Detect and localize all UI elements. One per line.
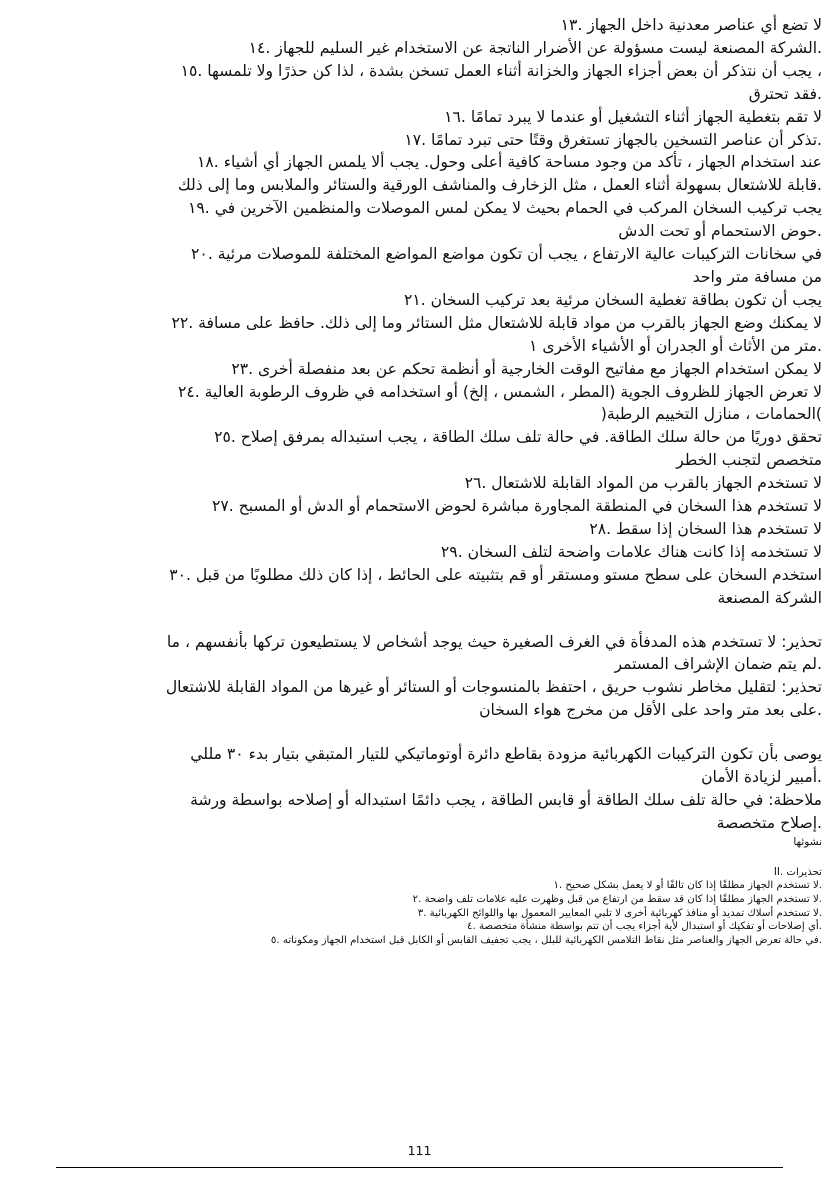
caution-line: .لا تستخدم الجهاز مطلقًا إذا كان قد سقط من ارتفاع من قبل وظهرت عليه علامات تلف واضحة .٢ bbox=[412, 894, 822, 905]
recommendation-line: يوصى بأن تكون التركيبات الكهربائية مزودة بقاطع دائرة أوتوماتيكي للتيار المتبقي بتيار بدء ٣٠ مللي bbox=[190, 745, 822, 764]
warning-line: .لم يتم ضمان الإشراف المستمر bbox=[614, 655, 822, 674]
item-line: .فقد تحترق bbox=[748, 84, 822, 103]
item-line: لا تستخدم هذا السخان في المنطقة المجاورة مباشرة لحوض الاستحمام أو الدش أو المسبح .٢٧ bbox=[212, 497, 822, 516]
item-line: .تذكر أن عناصر التسخين بالجهاز تستغرق وقتًا حتى تبرد تمامًا .١٧ bbox=[404, 130, 822, 149]
item-line: لا تستخدمه إذا كانت هناك علامات واضحة لتلف السخان .٢٩ bbox=[440, 542, 822, 561]
item-line: تحقق دوريًا من حالة سلك الطاقة. في حالة تلف سلك الطاقة ، يجب استبداله بمرفق إصلاح .٢٥ bbox=[214, 428, 822, 447]
footer-rule bbox=[56, 1167, 783, 1168]
caution-line: .لا تستخدم أسلاك تمديد أو منافذ كهربائية أخرى لا تلبي المعايير المعمول بها واللوائح الكهربائية .٣ bbox=[417, 907, 822, 919]
warning-line: تحذير: لتقليل مخاطر نشوب حريق ، احتفظ بالمنسوجات أو الستائر أو غيرها من المواد القابلة للاشتعال bbox=[165, 678, 822, 697]
item-line: عند استخدام الجهاز ، تأكد من وجود مساحة كافية أعلى وحول. يجب ألا يلمس الجهاز أي أشياء .١٨ bbox=[197, 153, 822, 172]
item-line: يجب أن تكون بطاقة تغطية السخان مرئية بعد تركيب السخان .٢١ bbox=[404, 290, 822, 309]
item-line: لا يمكن استخدام الجهاز مع مفاتيح الوقت الخارجية أو أنظمة تحكم عن بعد منفصلة أخرى .٢٣ bbox=[231, 359, 822, 378]
spacer bbox=[18, 722, 822, 743]
item-line: استخدم السخان على سطح مستو ومستقر أو قم بتثبيته على الحائط ، إذا كان ذلك مطلوبًا من قبل .٣٠ bbox=[169, 565, 822, 584]
item-line: .الشركة المصنعة ليست مسؤولة عن الأضرار الناتجة عن الاستخدام غير السليم للجهاز .١٤ bbox=[248, 38, 822, 57]
manual-page bbox=[18, 14, 822, 947]
caution-line: .أي إصلاحات أو تفكيك أو استبدال لأية أجزاء يجب أن تتم بواسطة منشأة متخصصة .٤ bbox=[467, 921, 822, 933]
page-number: 111 bbox=[407, 1143, 432, 1158]
item-line: لا تستخدم الجهاز بالقرب من المواد القابلة للاشتعال .٢٦ bbox=[464, 474, 822, 493]
item-line: .حوض الاستحمام أو تحت الدش bbox=[618, 222, 822, 241]
translated-note: نشوئها bbox=[793, 835, 822, 848]
item-line: ، يجب أن نتذكر أن بعض أجزاء الجهاز والخزانة أثناء العمل تسخن بشدة ، لذا كن حذرًا ولا تلمسها .١٥ bbox=[180, 61, 822, 80]
caution-line: .لا تستخدم الجهاز مطلقًا إذا كان تالفًا أو لا يعمل بشكل صحيح .١ bbox=[553, 880, 822, 892]
item-line: .متر من الأثاث أو الجدران أو الأشياء الأخرى ١ bbox=[528, 336, 822, 355]
item-line: متخصص لتجنب الخطر bbox=[676, 451, 822, 470]
warning-line: .على بعد متر واحد على الأقل من مخرج هواء السخان bbox=[479, 701, 822, 720]
item-line: لا تستخدم هذا السخان إذا سقط .٢٨ bbox=[589, 519, 822, 538]
cautions-section bbox=[18, 866, 822, 948]
item-line: لا تضع أي عناصر معدنية داخل الجهاز .١٣ bbox=[560, 16, 822, 34]
note-line: .إصلاح متخصصة bbox=[716, 813, 822, 832]
item-line: لا يمكنك وضع الجهاز بالقرب من مواد قابلة للاشتعال مثل الستائر وما إلى ذلك. حافظ على مسافة .٢٢ bbox=[171, 313, 822, 332]
item-line: من مسافة متر واحد bbox=[692, 267, 822, 286]
caution-line: .في حالة تعرض الجهاز والعناصر مثل نقاط التلامس الكهربائية للبلل ، يجب تجفيف القابس أو الكابل قبل استخدام الجهاز ومكوناته .٥ bbox=[270, 934, 822, 946]
cautions-heading: تحذيرات .II bbox=[773, 866, 822, 878]
item-line: )الحمامات ، منازل التخييم الرطبة( bbox=[600, 405, 822, 424]
spacer bbox=[18, 610, 822, 631]
item-line: يجب تركيب السخان المركب في الحمام بحيث لا يمكن لمس الموصلات والمنظمين الآخرين في .١٩ bbox=[188, 199, 822, 218]
recommendation-line: .أمبير لزيادة الأمان bbox=[701, 768, 822, 787]
safety-instructions bbox=[18, 14, 822, 835]
item-line: لا تقم بتغطية الجهاز أثناء التشغيل أو عندما لا يبرد تمامًا .١٦ bbox=[444, 107, 822, 126]
item-line: الشركة المصنعة bbox=[717, 588, 822, 607]
item-line: لا تعرض الجهاز للظروف الجوية (المطر ، الشمس ، إلخ) أو استخدامه في ظروف الرطوبة العالية .٢٤ bbox=[178, 382, 822, 401]
note-line: ملاحظة: في حالة تلف سلك الطاقة أو قابس الطاقة ، يجب دائمًا استبداله أو إصلاحه بواسطة ورشة bbox=[190, 791, 822, 809]
item-line: في سخانات التركيبات عالية الارتفاع ، يجب أن تكون مواضع المواضع المختلفة للموصلات مرئية .٢٠ bbox=[191, 245, 822, 264]
warning-line: تحذير: لا تستخدم هذه المدفأة في الغرف الصغيرة حيث يوجد أشخاص لا يستطيعون تركها بأنفسهم ، ما bbox=[166, 632, 822, 651]
item-line: .قابلة للاشتعال بسهولة أثناء العمل ، مثل الزخارف والمناشف الورقية والستائر والملابس وما إلى ذلك bbox=[177, 176, 822, 195]
